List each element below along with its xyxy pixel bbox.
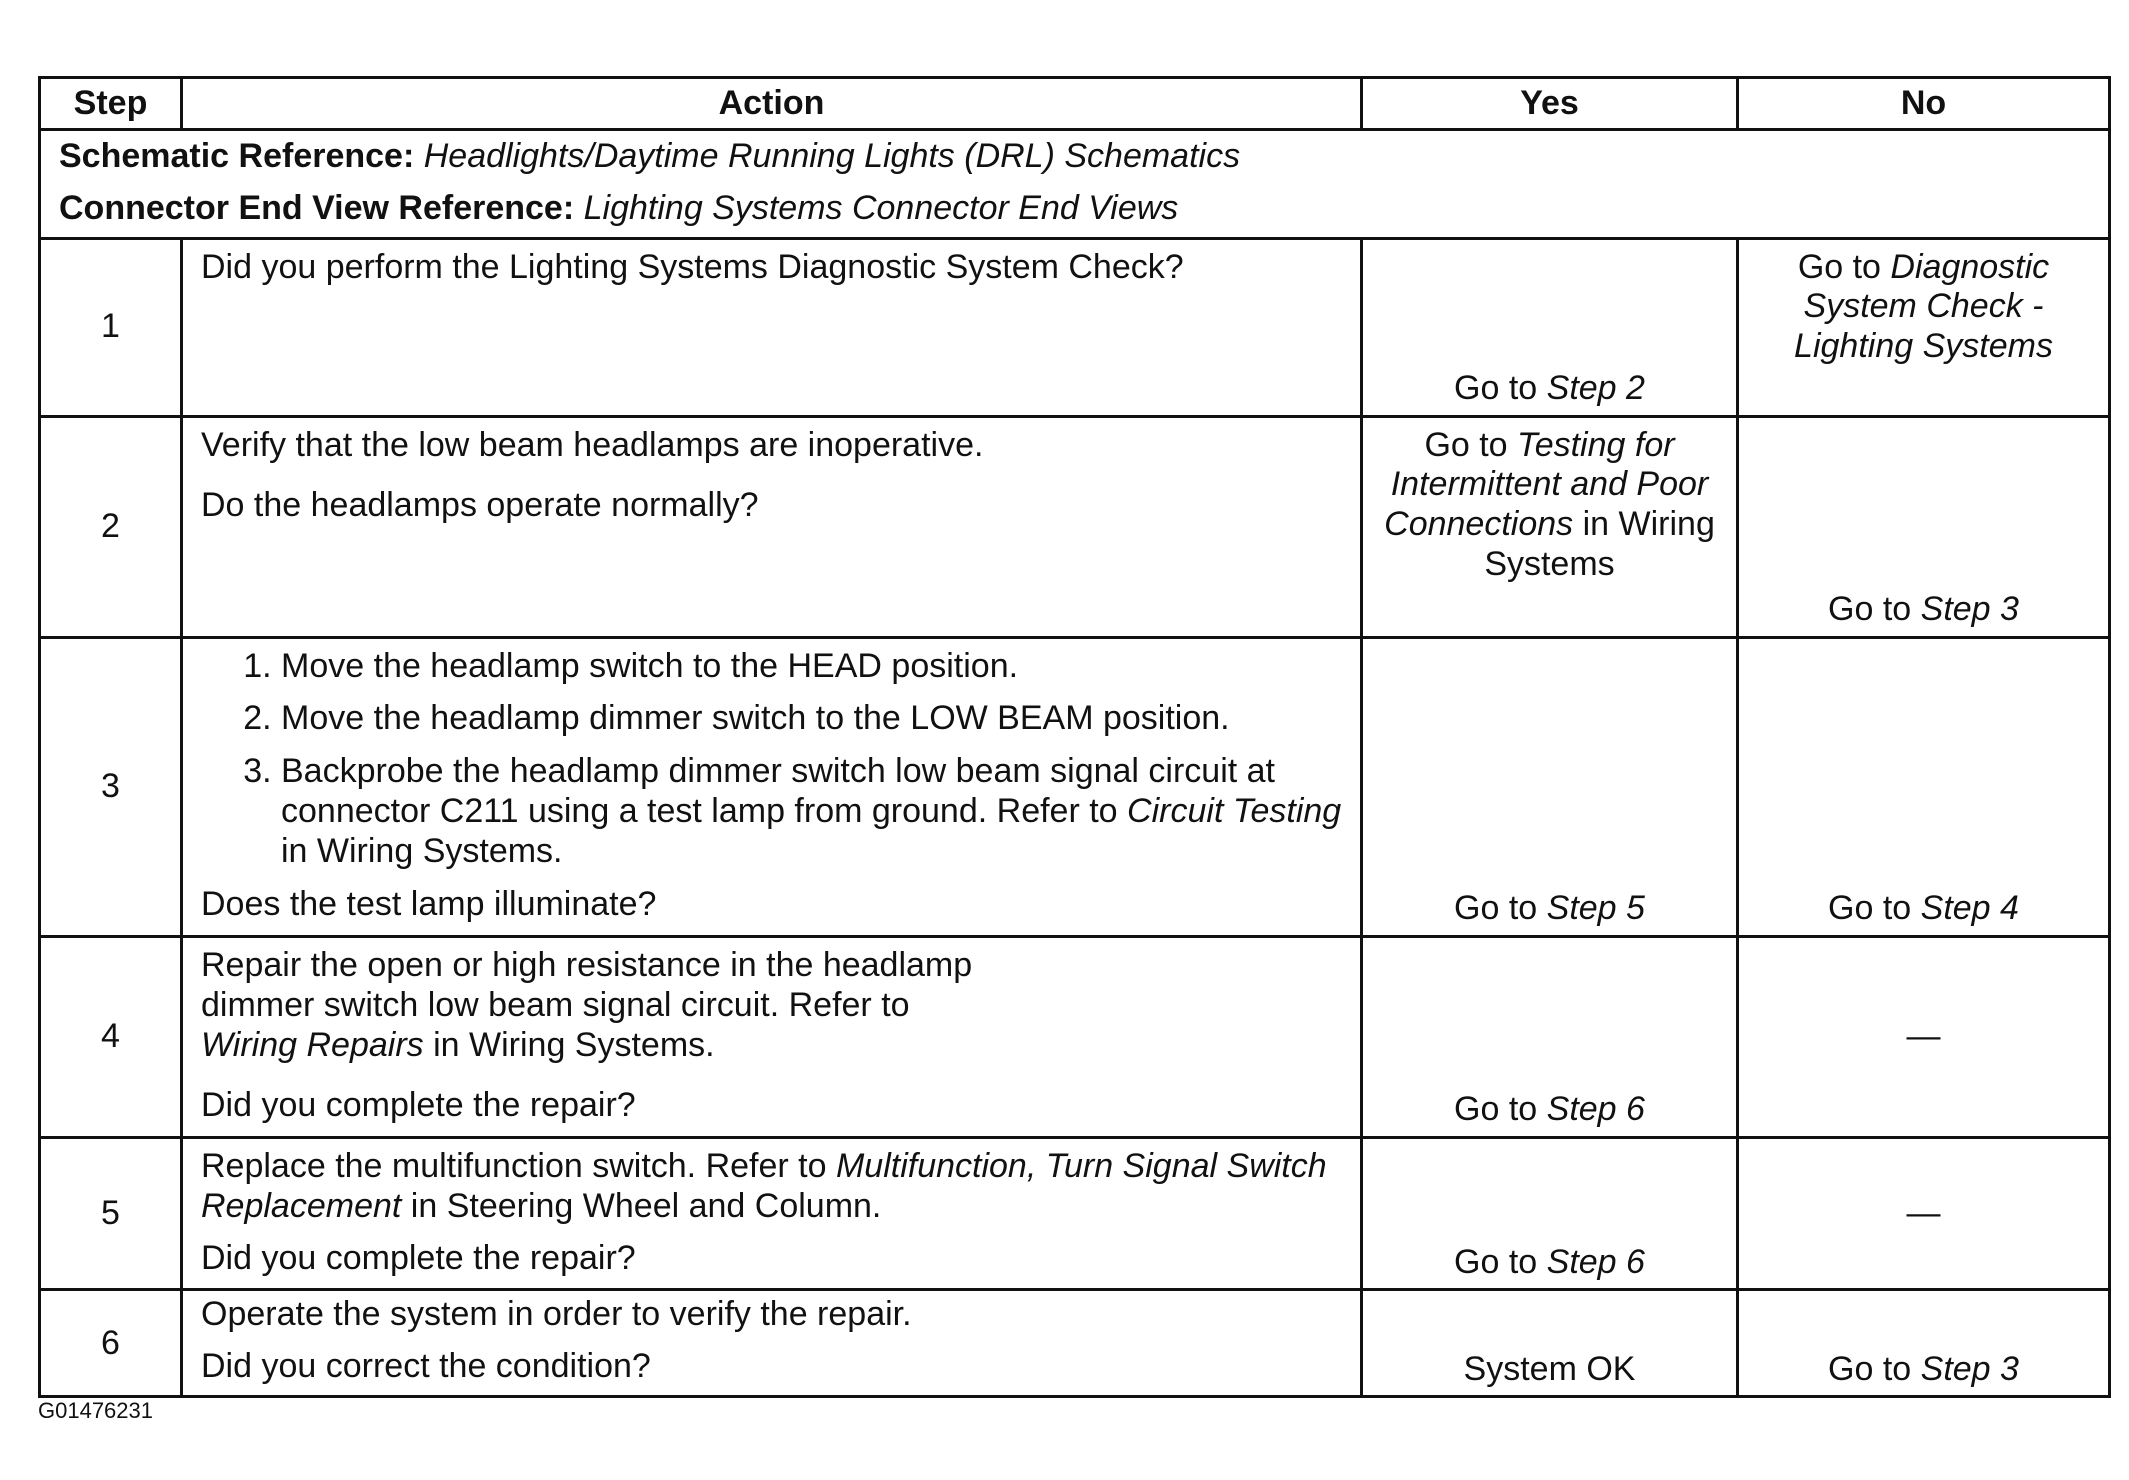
no-cell: Go to Diagnostic System Check - Lighting Systems bbox=[1738, 238, 2110, 416]
action-text: Verify that the low beam headlamps are inoperative. bbox=[201, 425, 984, 464]
header-yes: Yes bbox=[1362, 78, 1738, 130]
step-number: 4 bbox=[40, 937, 182, 1138]
figure-id: G01476231 bbox=[38, 1398, 153, 1423]
header-step: Step bbox=[40, 78, 182, 130]
table-row bbox=[40, 416, 2110, 637]
step-number: 1 bbox=[40, 238, 182, 416]
step-number: 2 bbox=[40, 416, 182, 637]
no-cell: Go to Step 3 bbox=[1738, 1290, 2110, 1397]
procedure-list bbox=[201, 647, 1342, 872]
table-row bbox=[40, 637, 2110, 937]
step-number: 3 bbox=[40, 637, 182, 937]
yes-cell: Go to Step 6 bbox=[1362, 937, 1738, 1138]
action-question: Does the test lamp illuminate? bbox=[201, 885, 657, 924]
yes-cell: System OK bbox=[1362, 1290, 1738, 1397]
action-cell bbox=[182, 637, 1362, 937]
step-number: 5 bbox=[40, 1138, 182, 1290]
header-no: No bbox=[1738, 78, 2110, 130]
table-row bbox=[40, 1138, 2110, 1290]
header-row bbox=[40, 78, 2110, 130]
yes-cell: Go to Step 2 bbox=[1362, 238, 1738, 416]
action-question: Do the headlamps operate normally? bbox=[201, 486, 759, 525]
action-text: Replace the multifunction switch. Refer to Multifunction, Turn Signal Switch Replacement in Steering Wheel and Column. bbox=[201, 1147, 1327, 1225]
table-row bbox=[40, 937, 2110, 1138]
no-cell: — bbox=[1738, 937, 2110, 1138]
table-row bbox=[40, 1290, 2110, 1397]
action-cell bbox=[182, 1138, 1362, 1290]
connector-reference: Connector End View Reference: Lighting Systems Connector End Views bbox=[59, 188, 1179, 227]
action-question: Did you complete the repair? bbox=[201, 1238, 636, 1277]
action-text: Operate the system in order to verify the repair. bbox=[201, 1295, 912, 1334]
action-cell bbox=[182, 1290, 1362, 1397]
action-question: Did you perform the Lighting Systems Diagnostic System Check? bbox=[201, 247, 1184, 286]
action-question: Did you complete the repair? bbox=[201, 1086, 636, 1125]
action-text: Repair the open or high resistance in the headlamp dimmer switch low beam signal circuit. Refer to Wiring Repairs in Wiring Systems. bbox=[201, 946, 973, 1064]
yes-cell: Go to Step 5 bbox=[1362, 637, 1738, 937]
action-cell bbox=[182, 238, 1362, 416]
no-cell: — bbox=[1738, 1138, 2110, 1290]
action-cell bbox=[182, 416, 1362, 637]
procedure-item: 3. Backprobe the headlamp dimmer switch low beam signal circuit at connector C211 using a test lamp from ground. Refer to Circuit Testing in Wiring Systems. bbox=[281, 752, 1342, 871]
yes-cell: Go to Step 6 bbox=[1362, 1138, 1738, 1290]
procedure-item: 2. Move the headlamp dimmer switch to the LOW BEAM position. bbox=[281, 699, 1342, 739]
no-cell: Go to Step 4 bbox=[1738, 637, 2110, 937]
reference-cell bbox=[40, 130, 2110, 239]
schematic-reference: Schematic Reference: Headlights/Daytime Running Lights (DRL) Schematics bbox=[59, 137, 1241, 175]
procedure-item: 1. Move the headlamp switch to the HEAD position. bbox=[281, 647, 1342, 687]
step-number: 6 bbox=[40, 1290, 182, 1397]
no-cell: Go to Step 3 bbox=[1738, 416, 2110, 637]
reference-row bbox=[40, 130, 2110, 239]
action-cell bbox=[182, 937, 1362, 1138]
table-row bbox=[40, 238, 2110, 416]
header-action: Action bbox=[182, 78, 1362, 130]
diagnostic-table bbox=[38, 76, 2111, 1398]
action-question: Did you correct the condition? bbox=[201, 1347, 651, 1386]
yes-cell: Go to Testing for Intermittent and Poor Connections in Wiring Systems bbox=[1362, 416, 1738, 637]
